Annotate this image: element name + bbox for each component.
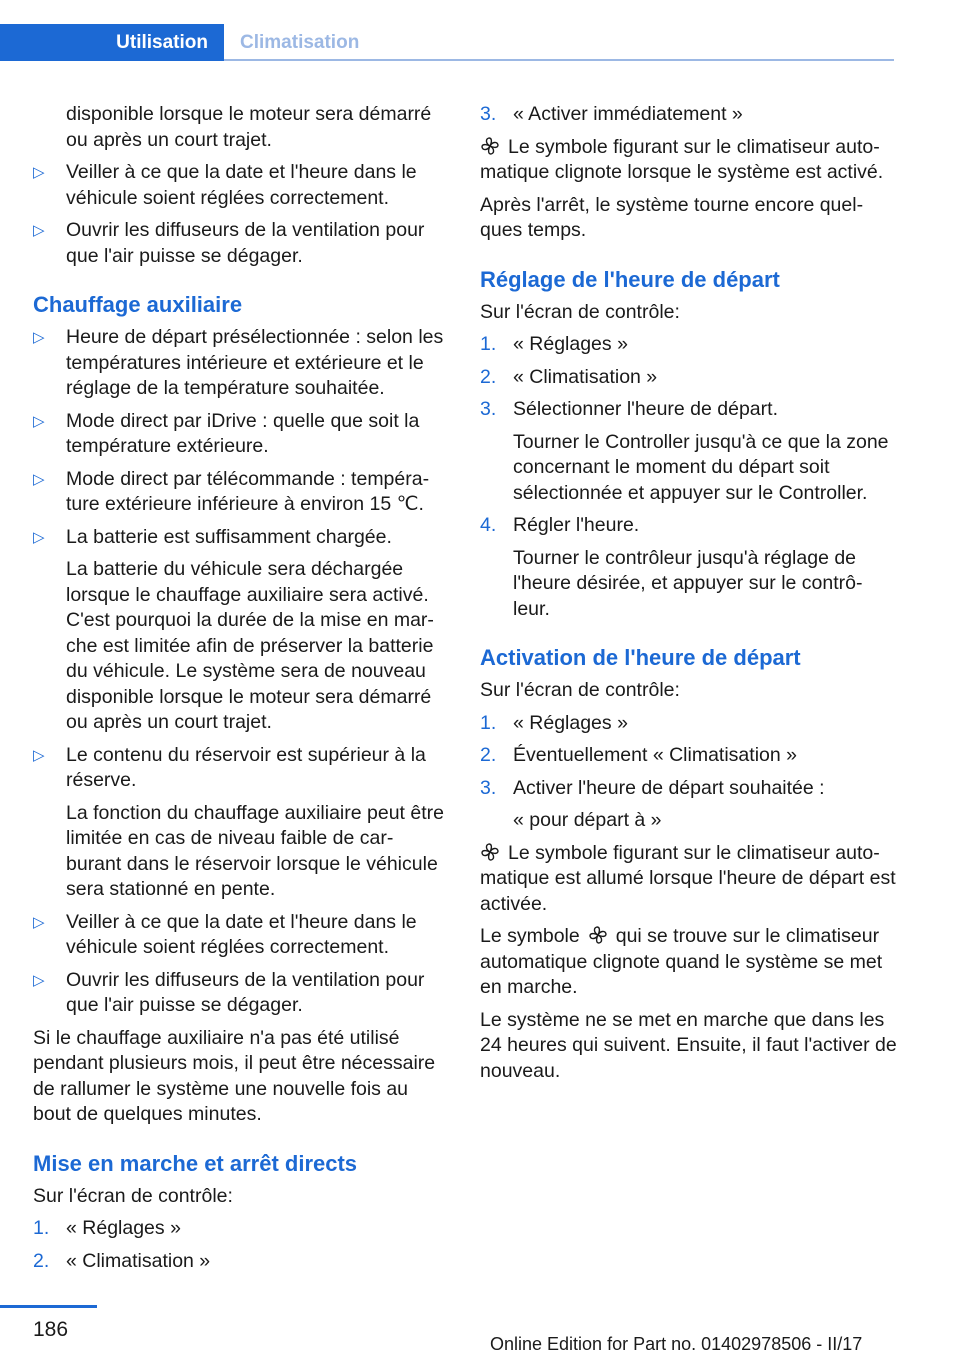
list-item: ▷ Ouvrir les diffuseurs de la ventilation pour que l'air puisse se dégager.: [33, 219, 425, 267]
triangle-bullet-icon: ▷: [33, 470, 45, 488]
list-item-note: La fonction du chauffage auxiliaire peut être limitée en cas de niveau faible de car-burant dans le réservoir lorsque le véhicule sera stationné en pente.: [66, 801, 444, 900]
paragraph: Si le chauffage auxiliaire n'a pas été utilisé pendant plusieurs mois, il peut être nécessaire de rallumer le système une nouvelle fois au bout de quelques minutes.: [33, 1026, 436, 1125]
numbered-item: 1. « Réglages »: [33, 1217, 181, 1239]
triangle-bullet-icon: ▷: [33, 329, 45, 346]
numbered-item: 3. Sélectionner l'heure de départ. Tourner le Controller jusqu'à ce que la zone concernant le moment du départ soit sélectionnée et appuyer sur le Controller.: [480, 397, 898, 506]
triangle-bullet-icon: ▷: [33, 913, 45, 931]
numbered-item: 1. « Réglages »: [480, 333, 628, 355]
paragraph: Le symbole figurant sur le climatiseur auto-matique est allumé lorsque l'heure de départ est activée.: [480, 841, 896, 915]
paragraph: Sur l'écran de contrôle:: [480, 679, 680, 701]
numbered-item-note: Tourner le contrôleur jusqu'à réglage de l'heure désirée, et appuyer sur le contrô-leur.: [513, 546, 863, 620]
fan-icon: [480, 842, 500, 862]
triangle-bullet-icon: ▷: [33, 164, 45, 181]
fan-icon: [480, 136, 500, 156]
paragraph: Sur l'écran de contrôle:: [33, 1184, 233, 1207]
paragraph: Le système ne se met en marche que dans les 24 heures qui suivent. Ensuite, il faut l'activer de nouveau.: [480, 1008, 897, 1082]
edition-note: Online Edition for Part no. 01402978506 - II/17: [490, 1334, 863, 1354]
list-item: ▷ Veiller à ce que la date et l'heure dans le véhicule soient réglées correctement.: [33, 161, 417, 209]
fan-icon: [588, 925, 608, 945]
paragraph: Sur l'écran de contrôle:: [480, 300, 680, 323]
numbered-item: 2. « Climatisation »: [480, 365, 658, 388]
triangle-bullet-icon: ▷: [33, 971, 45, 989]
page-number: 186: [33, 1318, 69, 1341]
numbered-item: 2. « Climatisation »: [33, 1249, 211, 1272]
right-column: [480, 102, 898, 1091]
list-item: ▷ La batterie est suffisamment chargée. La batterie du véhicule sera déchargée lorsque le chauffage auxiliaire sera activé. C'est pourquoi la durée de la mise en mar-che est limitée afin de préserver la batterie du véhicule. Le système sera de nouveau disponible lorsque le moteur sera démarré ou après un court trajet.: [33, 525, 448, 736]
tab-climatisation[interactable]: Climatisation: [240, 32, 360, 53]
list-item: ▷ Mode direct par iDrive : quelle que soit la température extérieure.: [33, 409, 420, 457]
numbered-item: 2. Éventuellement « Climatisation »: [480, 744, 797, 766]
section-heading: Réglage de l'heure de départ: [480, 266, 780, 292]
paragraph: Après l'arrêt, le système tourne encore quel-ques temps.: [480, 193, 864, 241]
left-column: [33, 102, 448, 1281]
section-heading: Mise en marche et arrêt directs: [33, 1150, 358, 1176]
section-heading: Activation de l'heure de départ: [480, 645, 801, 670]
paragraph: Le symbole figurant sur le climatiseur auto-matique clignote lorsque le système est activé.: [480, 135, 884, 183]
triangle-bullet-icon: ▷: [33, 528, 45, 546]
triangle-bullet-icon: ▷: [33, 746, 45, 764]
header-rule: [224, 59, 894, 61]
header-bar: [0, 0, 960, 62]
numbered-item: 3. « Activer immédiatement »: [480, 103, 743, 125]
list-item: ▷ Le contenu du réservoir est supérieur à la réserve. La fonction du chauffage auxiliaire peut être limitée en cas de niveau faible de car-burant dans le réservoir lorsque le véhicule sera stationné en pente.: [33, 743, 448, 903]
tab-utilisation[interactable]: Utilisation: [0, 24, 224, 61]
numbered-item-note: « pour départ à »: [513, 809, 662, 831]
list-item: ▷ Veiller à ce que la date et l'heure dans le véhicule soient réglées correctement.: [33, 910, 417, 958]
triangle-bullet-icon: ▷: [33, 412, 45, 430]
list-item: ▷ Heure de départ présélectionnée : selon les températures intérieure et extérieure et le réglage de la température souhaitée.: [33, 326, 444, 399]
footer-rule: [0, 1305, 97, 1308]
triangle-bullet-icon: ▷: [33, 222, 45, 239]
list-item-note: La batterie du véhicule sera déchargée lorsque le chauffage auxiliaire sera activé. C'est pourquoi la durée de la mise en mar-che est limitée afin de préserver la batterie du véhicule. Le système sera de nouveau disponible lorsque le moteur sera démarré ou après un court trajet.: [66, 558, 434, 733]
section-heading: Chauffage auxiliaire: [33, 292, 243, 317]
list-item: ▷ Mode direct par télécommande : tempéra-ture extérieure inférieure à environ 15 ℃.: [33, 467, 430, 515]
numbered-item: 3. Activer l'heure de départ souhaitée : « pour départ à »: [480, 776, 898, 834]
numbered-item: 4. Régler l'heure. Tourner le contrôleur jusqu'à réglage de l'heure désirée, et appuyer sur le contrô-leur.: [480, 513, 898, 622]
numbered-item: 1. « Réglages »: [480, 711, 628, 734]
paragraph: Le symbole qui se trouve sur le climatiseur automatique clignote quand le système se met en marche.: [480, 925, 883, 998]
list-item: ▷ Ouvrir les diffuseurs de la ventilation pour que l'air puisse se dégager.: [33, 968, 425, 1016]
numbered-item-note: Tourner le Controller jusqu'à ce que la zone concernant le moment du départ soit sélectionnée et appuyer sur le Controller.: [513, 430, 889, 504]
paragraph: disponible lorsque le moteur sera démarré ou après un court trajet.: [66, 103, 432, 151]
